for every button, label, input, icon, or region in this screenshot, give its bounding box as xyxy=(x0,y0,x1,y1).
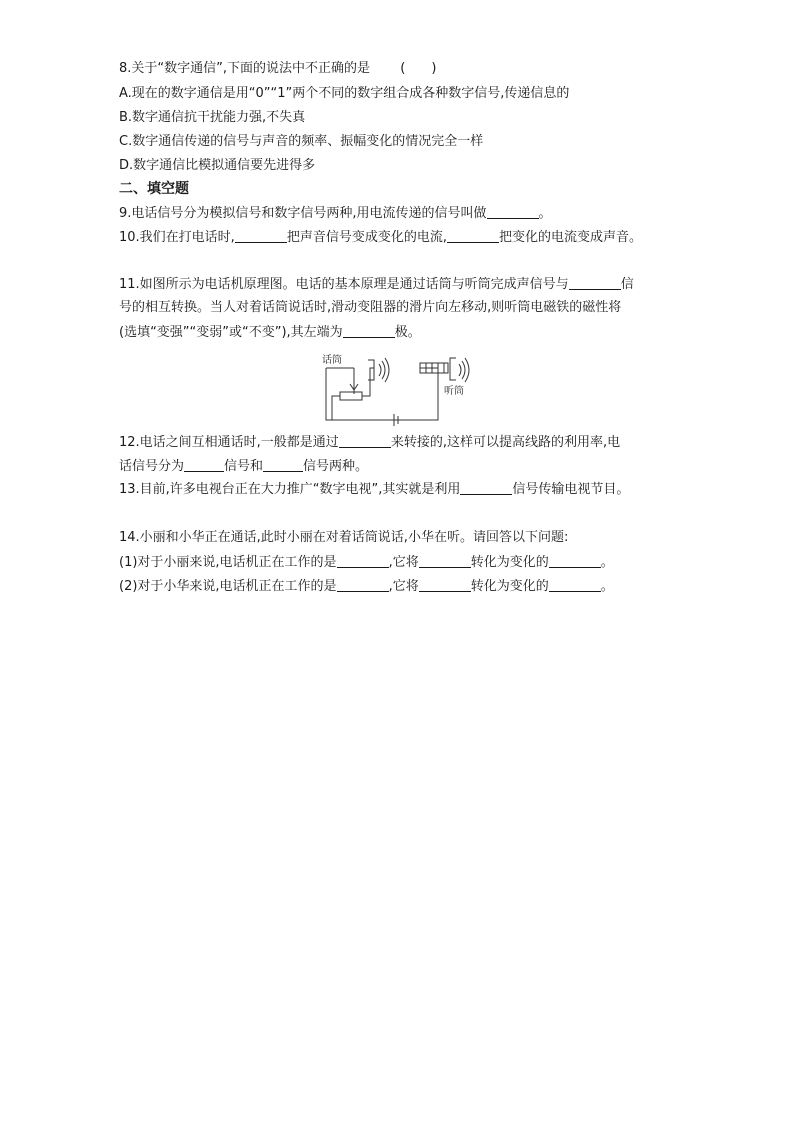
mic-sound-wave-icon xyxy=(379,364,381,376)
q8-option-c: C.数字通信传递的信号与声音的频率、振幅变化的情况完全一样 xyxy=(119,134,484,149)
rheostat xyxy=(340,392,362,400)
q14-stem: 14.小丽和小华正在通话,此时小丽在对着话筒说话,小华在听。请回答以下问题: xyxy=(119,530,569,545)
answer-paren: ( ) xyxy=(400,61,437,76)
q14-part-1: (1)对于小丽来说,电话机正在工作的是 ,它将 转化为变化的 。 xyxy=(119,555,614,570)
section-title: 二、填空题 xyxy=(119,181,189,197)
answer-blank[interactable] xyxy=(569,276,621,290)
q11-line-1: 11.如图所示为电话机原理图。电话的基本原理是通过话筒与听筒完成声信号与 信 xyxy=(119,277,634,292)
answer-blank[interactable] xyxy=(263,458,303,472)
q11-line-2: 号的相互转换。当人对着话筒说话时,滑动变阻器的滑片向左移动,则听筒电磁铁的磁性将 xyxy=(119,300,622,315)
answer-blank[interactable] xyxy=(235,229,287,243)
q8-option-b: B.数字通信抗干扰能力强,不失真 xyxy=(119,110,306,125)
answer-blank[interactable] xyxy=(419,554,471,568)
q8-option-a: A.现在的数字通信是用“0”“1”两个不同的数字组合成各种数字信号,传递信息的 xyxy=(119,86,570,101)
q11-line-3: (选填“变强”“变弱”或“不变”),其左端为 极。 xyxy=(119,325,421,340)
earpiece-label: 听筒 xyxy=(444,386,464,397)
mic-diaphragm xyxy=(368,360,374,380)
answer-blank[interactable] xyxy=(487,205,539,219)
q13-line: 13.目前,许多电视台正在大力推广“数字电视”,其实就是利用 信号传输电视节目。 xyxy=(119,482,630,497)
answer-blank[interactable] xyxy=(337,578,389,592)
circuit-svg xyxy=(318,354,478,426)
q8-stem: 8.关于“数字通信”,下面的说法中不正确的是 ( ) xyxy=(119,61,437,76)
q12-line-1: 12.电话之间互相通话时,一般都是通过 来转接的,这样可以提高线路的利用率,电 xyxy=(119,435,621,450)
answer-blank[interactable] xyxy=(339,434,391,448)
q14-part-2: (2)对于小华来说,电话机正在工作的是 ,它将 转化为变化的 。 xyxy=(119,579,614,594)
earpiece-diaphragm xyxy=(450,358,456,380)
q10-line: 10.我们在打电话时, 把声音信号变成变化的电流, 把变化的电流变成声音。 xyxy=(119,230,642,245)
answer-blank[interactable] xyxy=(447,229,499,243)
answer-blank[interactable] xyxy=(549,578,601,592)
q8-option-d: D.数字通信比模拟通信要先进得多 xyxy=(119,158,316,173)
telephone-circuit-diagram xyxy=(318,354,478,426)
answer-blank[interactable] xyxy=(184,458,224,472)
mic-label: 话筒 xyxy=(322,355,342,366)
answer-blank[interactable] xyxy=(460,481,512,495)
q12-line-2: 话信号分为 信号和 信号两种。 xyxy=(119,459,369,474)
circuit-wire xyxy=(326,368,438,420)
answer-blank[interactable] xyxy=(419,578,471,592)
earpiece-sound-wave-icon xyxy=(459,364,461,376)
answer-blank[interactable] xyxy=(343,324,395,338)
q9-line: 9.电话信号分为模拟信号和数字信号两种,用电流传递的信号叫做 。 xyxy=(119,206,552,221)
answer-blank[interactable] xyxy=(337,554,389,568)
answer-blank[interactable] xyxy=(549,554,601,568)
